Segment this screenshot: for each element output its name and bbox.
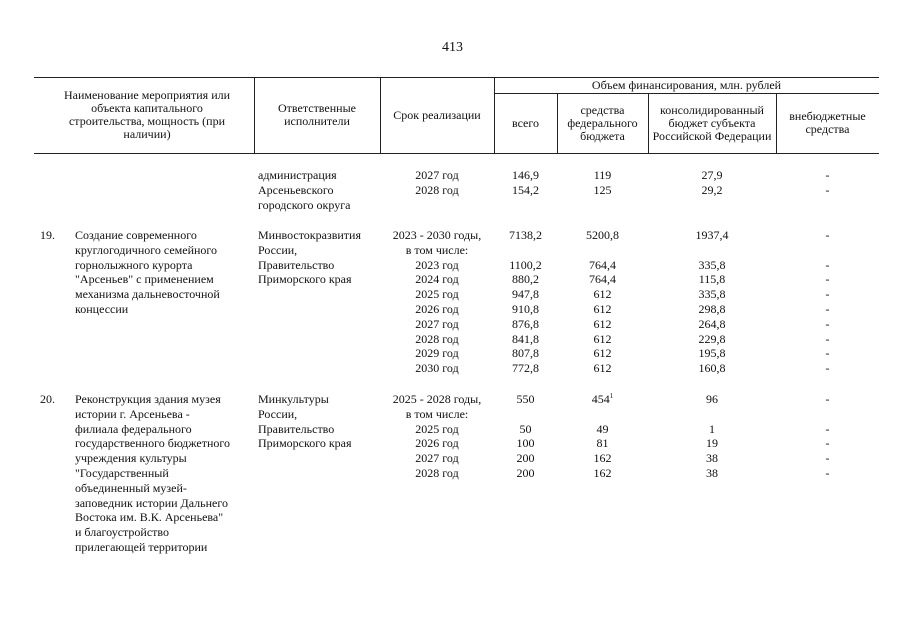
item-total: 550 50 100 200 200	[516, 392, 535, 480]
item-extrabudget: - - - - - - - - -	[825, 228, 830, 376]
header-funding-group: Объем финансирования, млн. рублей	[591, 78, 782, 92]
item-responsible: Минвостокразвития России, Правительство Приморского края	[258, 228, 361, 287]
period-cell: 2027 год	[415, 168, 459, 182]
extra-cell: -	[825, 183, 830, 197]
header-federal: средства федерального бюджета	[567, 102, 638, 143]
item-name: Реконструкция здания музея истории г. Арсеньева - филиала федерального государственного бюджетного учреждения культуры "Государственный объединенный музей- заповедник истории Дальнего Востока им. В.К. Арсеньева" и благоустройство прилегающей территории	[75, 392, 231, 554]
header-extrabudget: внебюджетные средства	[789, 109, 866, 136]
item-regional: 1937,4 335,8 115,8 335,8 298,8 264,8 229,8 195,8 160,8	[695, 228, 729, 376]
item-period: 2025 - 2028 годы, в том числе: 2025 год 2026 год 2027 год 2028 год	[392, 392, 482, 480]
federal-cell: 125	[593, 183, 612, 197]
col-divider	[254, 77, 255, 153]
item-number: 19.	[40, 228, 55, 242]
federal-cell: 119	[593, 168, 612, 182]
item-name: Создание современного круглогодичного семейного горнолыжного курорта "Арсеньев" с применением механизма дальневосточной концессии	[75, 228, 220, 316]
header-total: всего	[511, 115, 540, 130]
item-federal: 49 81 162 162	[593, 421, 612, 480]
item-total: 7138,2 1100,2 880,2 947,8 910,8 876,8 841,8 807,8 772,8	[509, 228, 542, 376]
total-cell: 154,2	[512, 183, 539, 197]
total-cell: 146,9	[512, 168, 539, 182]
federal-total-value: 454	[591, 392, 610, 406]
period-cell: 2028 год	[415, 183, 459, 197]
item-number: 20.	[40, 392, 55, 406]
regional-cell: 29,2	[701, 183, 723, 197]
regional-cell: 27,9	[701, 168, 723, 182]
item-federal: 5200,8 764,4 764,4 612 612 612 612 612 612	[586, 228, 619, 376]
item-extrabudget: - - - - -	[825, 392, 830, 480]
continuation-responsible: администрация Арсеньевского городского округа	[258, 168, 351, 212]
item-responsible: Минкультуры России, Правительство Приморского края	[258, 392, 352, 451]
col-divider	[380, 77, 381, 153]
footnote-marker: 1	[609, 392, 614, 400]
header-responsible: Ответственные исполнители	[278, 101, 356, 128]
extra-cell: -	[825, 168, 830, 182]
item-regional: 96 1 19 38 38	[706, 392, 718, 480]
header-period: Срок реализации	[393, 107, 481, 122]
page-number: 413	[442, 40, 463, 55]
header-name: Наименование мероприятия или объекта капитального строительства, мощность (при наличии)	[63, 88, 231, 141]
header-regional: консолидированный бюджет субъекта Российской Федерации	[652, 102, 772, 143]
header-bottom-rule	[34, 153, 879, 154]
item-period: 2023 - 2030 годы, в том числе: 2023 год 2024 год 2025 год 2026 год 2027 год 2028 год 2029 год 2030 год	[392, 228, 482, 376]
